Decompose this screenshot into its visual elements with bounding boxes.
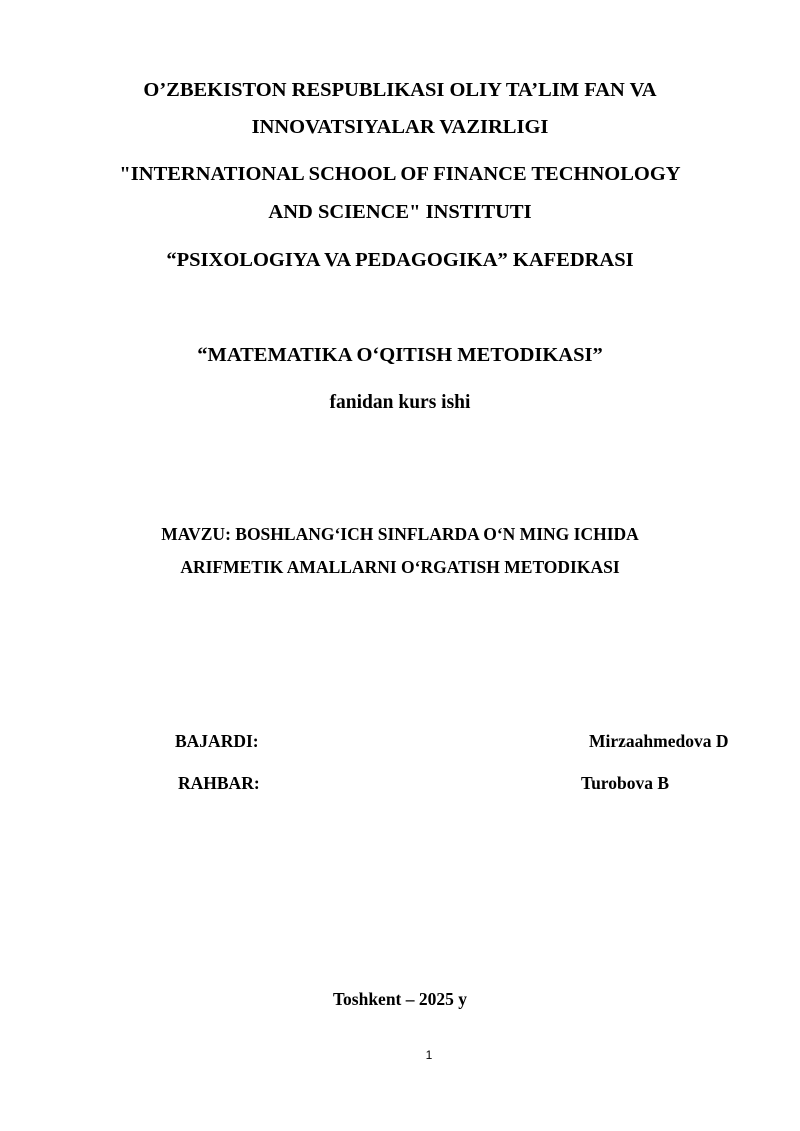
- page-number: 1: [425, 1048, 433, 1062]
- ministry-line-1: O’ZBEKISTON RESPUBLIKASI OLIY TA’LIM FAN VA: [143, 79, 657, 101]
- city-year: Toshkent – 2025 y: [332, 989, 468, 1009]
- institute-line-2: AND SCIENCE" INSTITUTI: [268, 201, 532, 223]
- ministry-line-2: INNOVATSIYALAR VAZIRLIGI: [251, 116, 549, 138]
- topic-line-1: MAVZU: BOSHLANG‘ICH SINFLARDA O‘N MING ICHIDA: [161, 524, 639, 544]
- supervisor-name: Turobova B: [581, 773, 670, 793]
- performed-label: BAJARDI:: [175, 731, 259, 751]
- institute-line-1: "INTERNATIONAL SCHOOL OF FINANCE TECHNOLOGY: [119, 163, 681, 185]
- subject-title: “MATEMATIKA O‘QITISH METODIKASI”: [197, 344, 603, 366]
- performed-name: Mirzaahmedova D: [589, 731, 729, 751]
- topic-line-2: ARIFMETIK AMALLARNI O‘RGATISH METODIKASI: [180, 557, 620, 577]
- supervisor-label: RAHBAR:: [178, 773, 260, 793]
- department-name: “PSIXOLOGIYA VA PEDAGOGIKA” KAFEDRASI: [166, 249, 634, 271]
- work-type: fanidan kurs ishi: [329, 392, 471, 413]
